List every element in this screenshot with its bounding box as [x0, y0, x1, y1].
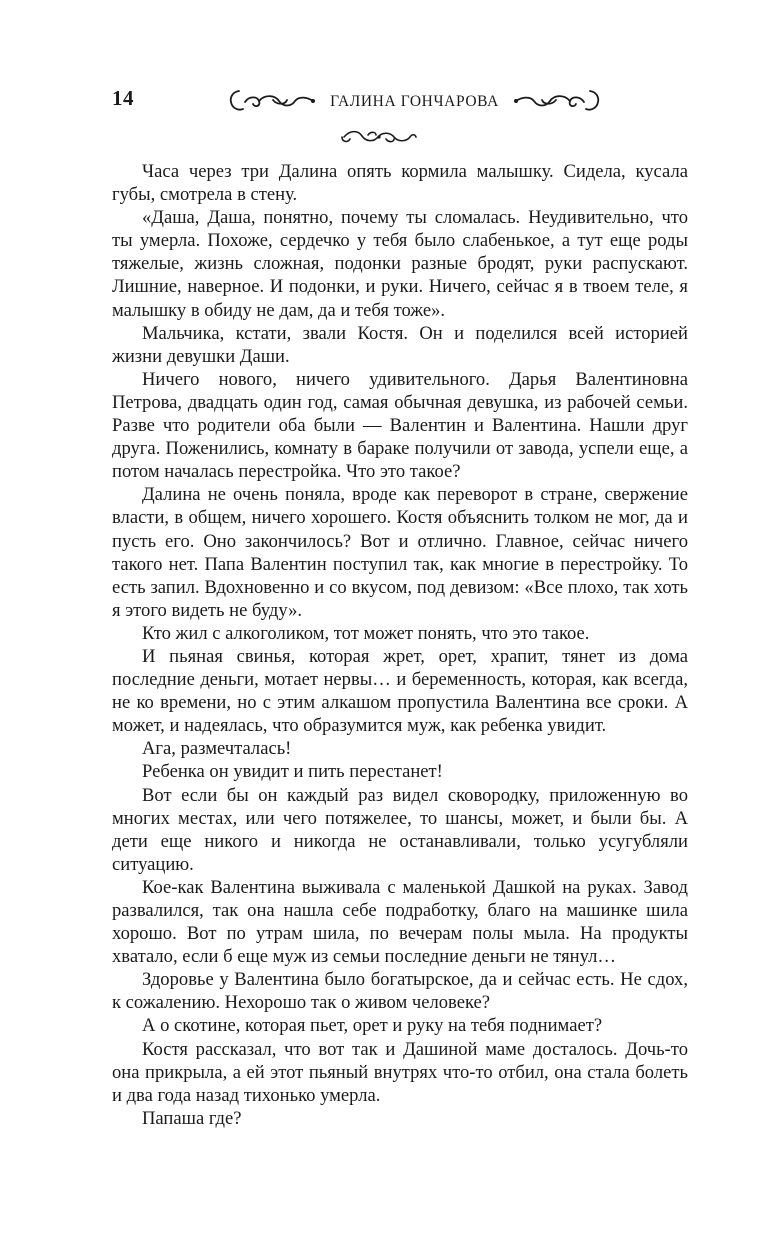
paragraph: Вот если бы он каждый раз видел сковородку, приложенную во многих местах, или чего потяжелее, то шансы, может, и были бы. А дети еще никого и никогда не останавливали, только усугубляли ситуацию. [112, 784, 688, 875]
left-flourish-icon [229, 88, 315, 114]
paragraph: Далина не очень поняла, вроде как переворот в стране, свержение власти, в общем, ничего хорошего. Костя объяснить толком не мог, да и пусть его. Оно закончилось? Вот и отлично. Главное, сейчас ничего такого нет. Папа Валентин поступил так, как многие в перестройку. То есть запил. Вдохновенно и со вкусом, под девизом: «Все плохо, так хоть я этого видеть не буду». [112, 484, 688, 621]
paragraph: Кто жил с алкоголиком, тот может понять, что это такое. [142, 622, 590, 644]
paragraph: Папаша где? [142, 1107, 242, 1129]
paragraph: Костя рассказал, что вот так и Дашиной маме досталось. Дочь-то она прикрыла, а ей этот пьяный внутрях что-то отбил, она стала болеть и два года назад тихонько умерла. [112, 1038, 688, 1106]
running-header [112, 86, 600, 118]
paragraph: Ничего нового, ничего удивительного. Дарья Валентиновна Петрова, двадцать один год, самая обычная девушка, из рабочей семьи. Разве что родители оба были — Валентин и Валентина. Нашли друг друга. Поженились, комнату в бараке получили от завода, успели еще, а потом началась перестройка. Что это такое? [112, 368, 688, 483]
paragraph: Кое-как Валентина выживала с маленькой Дашкой на руках. Завод развалился, так она нашла себе подработку, благо на машинке шила хорошо. Вот по утрам шила, по вечерам полы мыла. На продукты хватало, если б еще муж из семьи последние деньги не тянул… [112, 876, 688, 968]
paragraph: Ага, размечталась! [142, 738, 292, 760]
paragraph: А о скотине, которая пьет, орет и руку на тебя поднимает? [142, 1015, 603, 1037]
right-flourish-icon [514, 88, 600, 114]
paragraph: Здоровье у Валентина было богатырское, да и сейчас есть. Не сдох, к сожалению. Нехорошо так о живом человеке? [112, 969, 688, 1014]
paragraph: Часа через три Далина опять кормила малышку. Сидела, кусала губы, смотрела в стену. [112, 161, 688, 206]
divider-flourish-icon [340, 127, 418, 147]
body-text [112, 160, 688, 1130]
paragraph: Мальчика, кстати, звали Костя. Он и поделился всей историей жизни девушки Даши. [112, 322, 688, 367]
paragraph: «Даша, Даша, понятно, почему ты сломалась. Неудивительно, что ты умерла. Похоже, сердечко у тебя было слабенькое, а тут еще роды тяжелые, жизнь сложная, подонки разные бродят, руки распускают. Лишние, наверное. И подонки, и руки. Ничего, сейчас я в твоем теле, я малышку в обиду не дам, да и тебя тоже». [112, 207, 688, 321]
page-number: 14 [112, 86, 134, 110]
author-name: ГАЛИНА ГОНЧАРОВА [330, 93, 499, 110]
paragraph: Ребенка он увидит и пить перестанет! [142, 761, 443, 783]
running-head-title [229, 86, 600, 116]
paragraph: И пьяная свинья, которая жрет, орет, храпит, тянет из дома последние деньги, мотает нервы… и беременность, которая, как всегда, не ко времени, но с этим алкашом пропустила Валентина все сроки. А может, и надеялась, что образумится муж, как ребенка увидит. [112, 645, 688, 737]
